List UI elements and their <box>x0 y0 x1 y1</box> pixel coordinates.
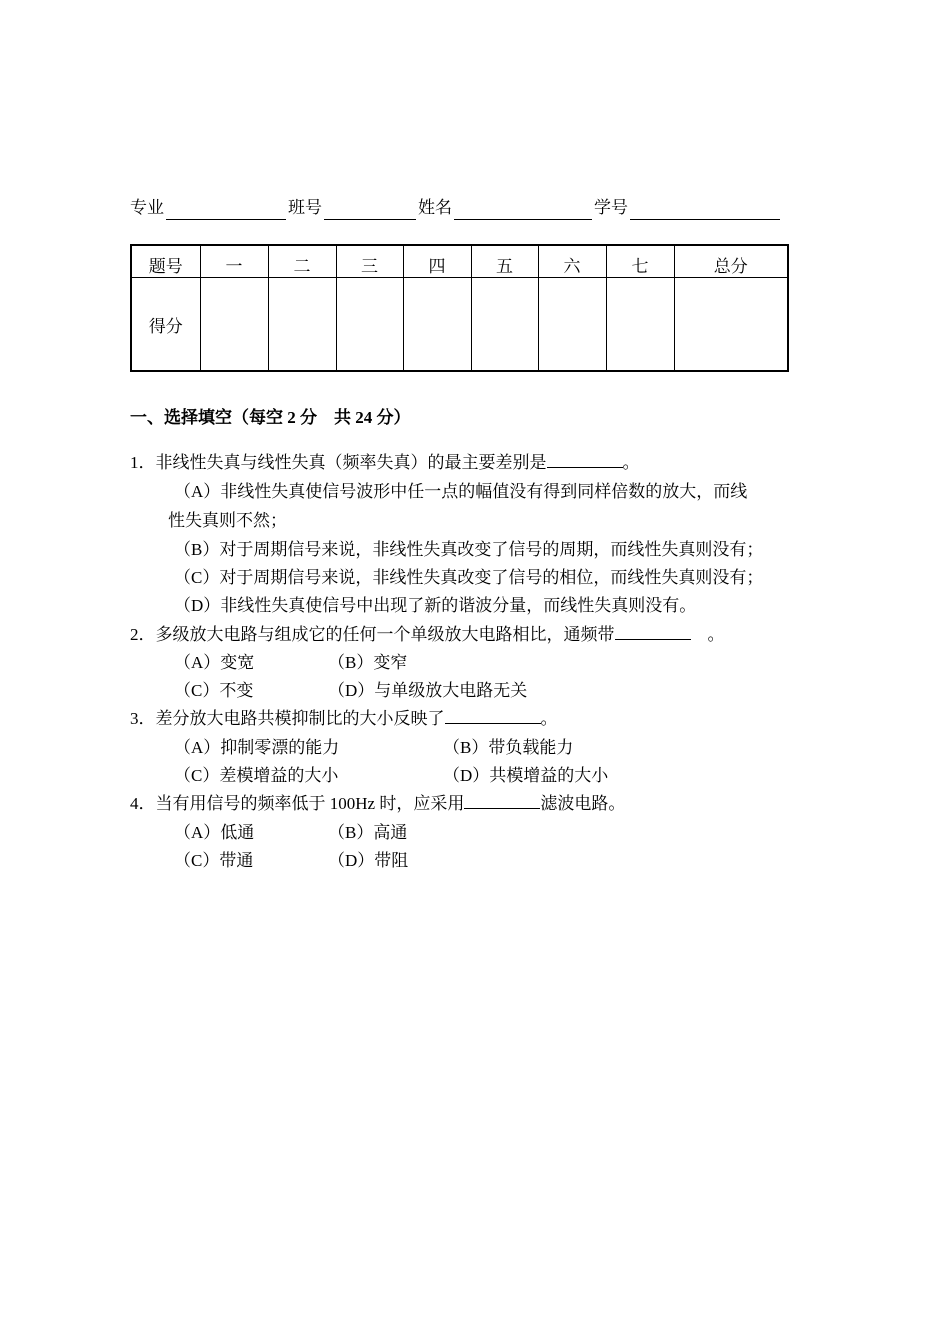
class-blank[interactable] <box>324 201 416 220</box>
question-1-option-a-cont: 性失真则不然； <box>168 511 287 530</box>
question-3-option-d: （D）共模增益的大小 <box>443 766 609 785</box>
id-label: 学号 <box>594 198 628 217</box>
question-2-blank[interactable] <box>615 621 691 640</box>
question-3-number: 3． <box>130 709 156 728</box>
question-3-stem-end: 。 <box>540 709 558 728</box>
question-4-option-c: （C）带通 <box>174 851 254 870</box>
question-1-stem: 非线性失真与线性失真（频率失真）的最主要差别是 <box>155 453 547 472</box>
question-4-stem: 当有用信号的频率低于 100Hz 时，应采用 <box>155 794 465 813</box>
score-table-header-row <box>131 245 788 278</box>
major-label: 专业 <box>130 198 164 217</box>
score-cell-total[interactable] <box>674 278 788 372</box>
question-1-option-c: （C）对于周期信号来说，非线性失真改变了信号的相位，而线性失真则没有； <box>174 568 764 587</box>
name-blank[interactable] <box>454 201 592 220</box>
question-1-stem-end: 。 <box>622 453 640 472</box>
question-2-option-a: （A）变宽 <box>174 653 255 672</box>
score-table-score-row <box>131 278 788 372</box>
question-4-option-a: （A）低通 <box>174 823 255 842</box>
question-1-blank[interactable] <box>547 449 623 468</box>
id-blank[interactable] <box>630 201 780 220</box>
name-label: 姓名 <box>418 198 452 217</box>
score-cell[interactable] <box>403 278 471 372</box>
question-2-option-d: （D）与单级放大电路无关 <box>328 681 528 700</box>
question-2-option-c: （C）不变 <box>174 681 254 700</box>
score-table-col-total: 总分 <box>674 245 788 278</box>
question-3 <box>130 704 558 729</box>
question-3-stem: 差分放大电路共模抑制比的大小反映了 <box>155 709 445 728</box>
score-cell[interactable] <box>606 278 674 372</box>
major-blank[interactable] <box>166 201 286 220</box>
question-2-stem-end: 。 <box>690 625 725 644</box>
question-4-number: 4． <box>130 794 156 813</box>
question-4-option-d: （D）带阻 <box>328 851 409 870</box>
question-3-blank[interactable] <box>445 705 541 724</box>
student-info-line <box>130 196 782 220</box>
score-table-col-3: 三 <box>336 245 403 278</box>
class-label: 班号 <box>288 198 322 217</box>
question-1-option-d: （D）非线性失真使信号中出现了新的谐波分量，而线性失真则没有。 <box>174 596 697 615</box>
section-title: 一、选择填空（每空 2 分 共 24 分） <box>130 408 411 427</box>
score-cell[interactable] <box>268 278 336 372</box>
score-table-col-6: 六 <box>538 245 606 278</box>
question-1 <box>130 448 640 473</box>
question-3-option-c: （C）差模增益的大小 <box>174 766 339 785</box>
score-table-col-1: 一 <box>200 245 268 278</box>
score-table-col-5: 五 <box>471 245 538 278</box>
score-table-col-2: 二 <box>268 245 336 278</box>
score-cell[interactable] <box>200 278 268 372</box>
score-table <box>130 244 789 372</box>
question-2 <box>130 620 725 645</box>
question-3-option-b: （B）带负载能力 <box>443 738 574 757</box>
question-4-option-b: （B）高通 <box>328 823 408 842</box>
question-2-stem: 多级放大电路与组成它的任何一个单级放大电路相比，通频带 <box>155 625 615 644</box>
score-table-col-7: 七 <box>606 245 674 278</box>
score-table-header-label: 题号 <box>131 245 200 278</box>
question-2-number: 2． <box>130 625 156 644</box>
score-table-row-label: 得分 <box>131 278 200 372</box>
question-4 <box>130 789 625 814</box>
question-1-option-a: （A）非线性失真使信号波形中任一点的幅值没有得到同样倍数的放大，而线 <box>174 482 748 501</box>
question-4-stem-end: 滤波电路。 <box>540 794 626 813</box>
question-2-option-b: （B）变窄 <box>328 653 408 672</box>
score-cell[interactable] <box>471 278 538 372</box>
score-table-col-4: 四 <box>403 245 471 278</box>
score-cell[interactable] <box>538 278 606 372</box>
question-1-option-b: （B）对于周期信号来说，非线性失真改变了信号的周期，而线性失真则没有； <box>174 540 764 559</box>
question-3-option-a: （A）抑制零漂的能力 <box>174 738 340 757</box>
score-cell[interactable] <box>336 278 403 372</box>
question-1-number: 1． <box>130 453 156 472</box>
question-4-blank[interactable] <box>464 790 540 809</box>
